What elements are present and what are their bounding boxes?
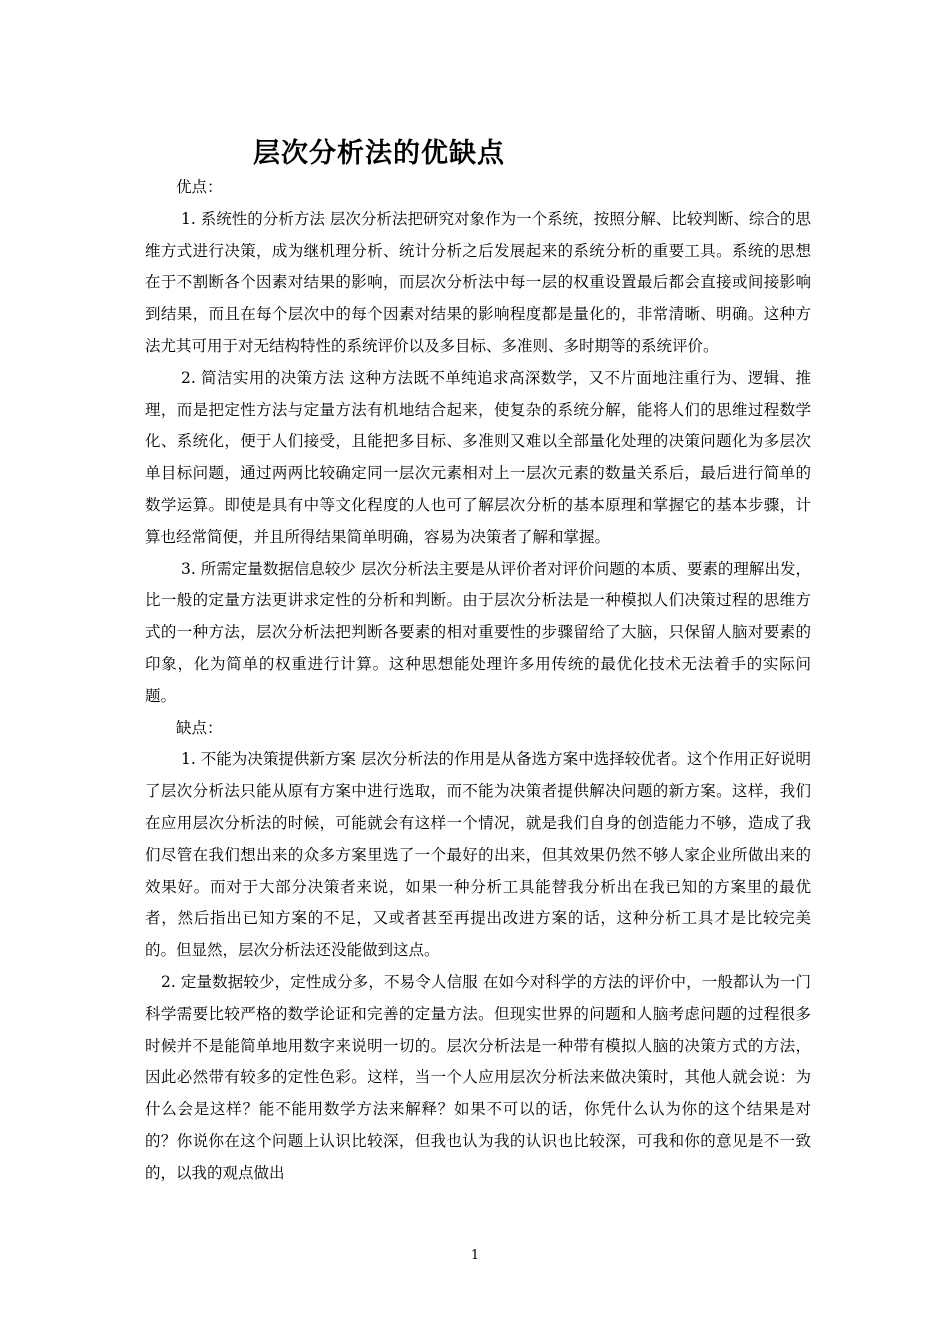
page-number: 1 <box>470 1248 480 1263</box>
disadvantage-paragraph-2: 2. 定量数据较少，定性成分多，不易令人信服 在如今对科学的方法的评价中，一般都认为一门科学需要比较严格的数学论证和完善的定量方法。但现实世界的问题和人脑考虑问题的过程很多时候并不是能简单地用数字来说明一切的。层次分析法是一种带有模拟人脑的决策方式的方法，因此必然带有较多的定性色彩。这样，当一个人应用层次分析法来做决策时，其他人就会说：为什么会是这样？能不能用数学方法来解释？如果不可以的话，你凭什么认为你的这个结果是对的？你说你在这个问题上认识比较深，但我也认为我的认识也比较深，可我和你的意见是不一致的，以我的观点做出 <box>145 972 811 1182</box>
document-body <box>145 172 811 1190</box>
disadvantage-paragraph-1: 1. 不能为决策提供新方案 层次分析法的作用是从备选方案中选择较优者。这个作用正好说明了层次分析法只能从原有方案中进行选取，而不能为决策者提供解决问题的新方案。这样，我们在应用层次分析法的时候，可能就会有这样一个情况，就是我们自身的创造能力不够，造成了我们尽管在我们想出来的众多方案里选了一个最好的出来，但其效果仍然不够人家企业所做出来的效果好。而对于大部分决策者来说，如果一种分析工具能替我分析出在我已知的方案里的最优者，然后指出已知方案的不足，又或者甚至再提出改进方案的话，这种分析工具才是比较完美的。但显然，层次分析法还没能做到这点。 <box>145 750 811 960</box>
advantage-paragraph-3: 3. 所需定量数据信息较少 层次分析法主要是从评价者对评价问题的本质、要素的理解出发，比一般的定量方法更讲求定性的分析和判断。由于层次分析法是一种模拟人们决策过程的思维方式的一种方法，层次分析法把判断各要素的相对重要性的步骤留给了大脑，只保留人脑对要素的印象，化为简单的权重进行计算。这种思想能处理许多用传统的最优化技术无法着手的实际问题。 <box>145 559 811 705</box>
advantages-heading: 优点： <box>176 178 223 196</box>
advantage-paragraph-2: 2. 简洁实用的决策方法 这种方法既不单纯追求高深数学，又不片面地注重行为、逻辑、推理，而是把定性方法与定量方法有机地结合起来，使复杂的系统分解，能将人们的思维过程数学化、系统化，便于人们接受，且能把多目标、多准则又难以全部量化处理的决策问题化为多层次单目标问题，通过两两比较确定同一层次元素相对上一层次元素的数量关系后，最后进行简单的数学运算。即使是具有中等文化程度的人也可了解层次分析的基本原理和掌握它的基本步骤，计算也经常简便，并且所得结果简单明确，容易为决策者了解和掌握。 <box>145 368 811 546</box>
page-title: 层次分析法的优缺点 <box>253 138 505 169</box>
disadvantages-heading: 缺点： <box>176 718 223 737</box>
advantage-paragraph-1: 1. 系统性的分析方法 层次分析法把研究对象作为一个系统，按照分解、比较判断、综合的思维方式进行决策，成为继机理分析、统计分析之后发展起来的系统分析的重要工具。系统的思想在于不割断各个因素对结果的影响，而层次分析法中每一层的权重设置最后都会直接或间接影响到结果，而且在每个层次中的每个因素对结果的影响程度都是量化的，非常清晰、明确。这种方法尤其可用于对无结构特性的系统评价以及多目标、多准则、多时期等的系统评价。 <box>145 209 811 355</box>
